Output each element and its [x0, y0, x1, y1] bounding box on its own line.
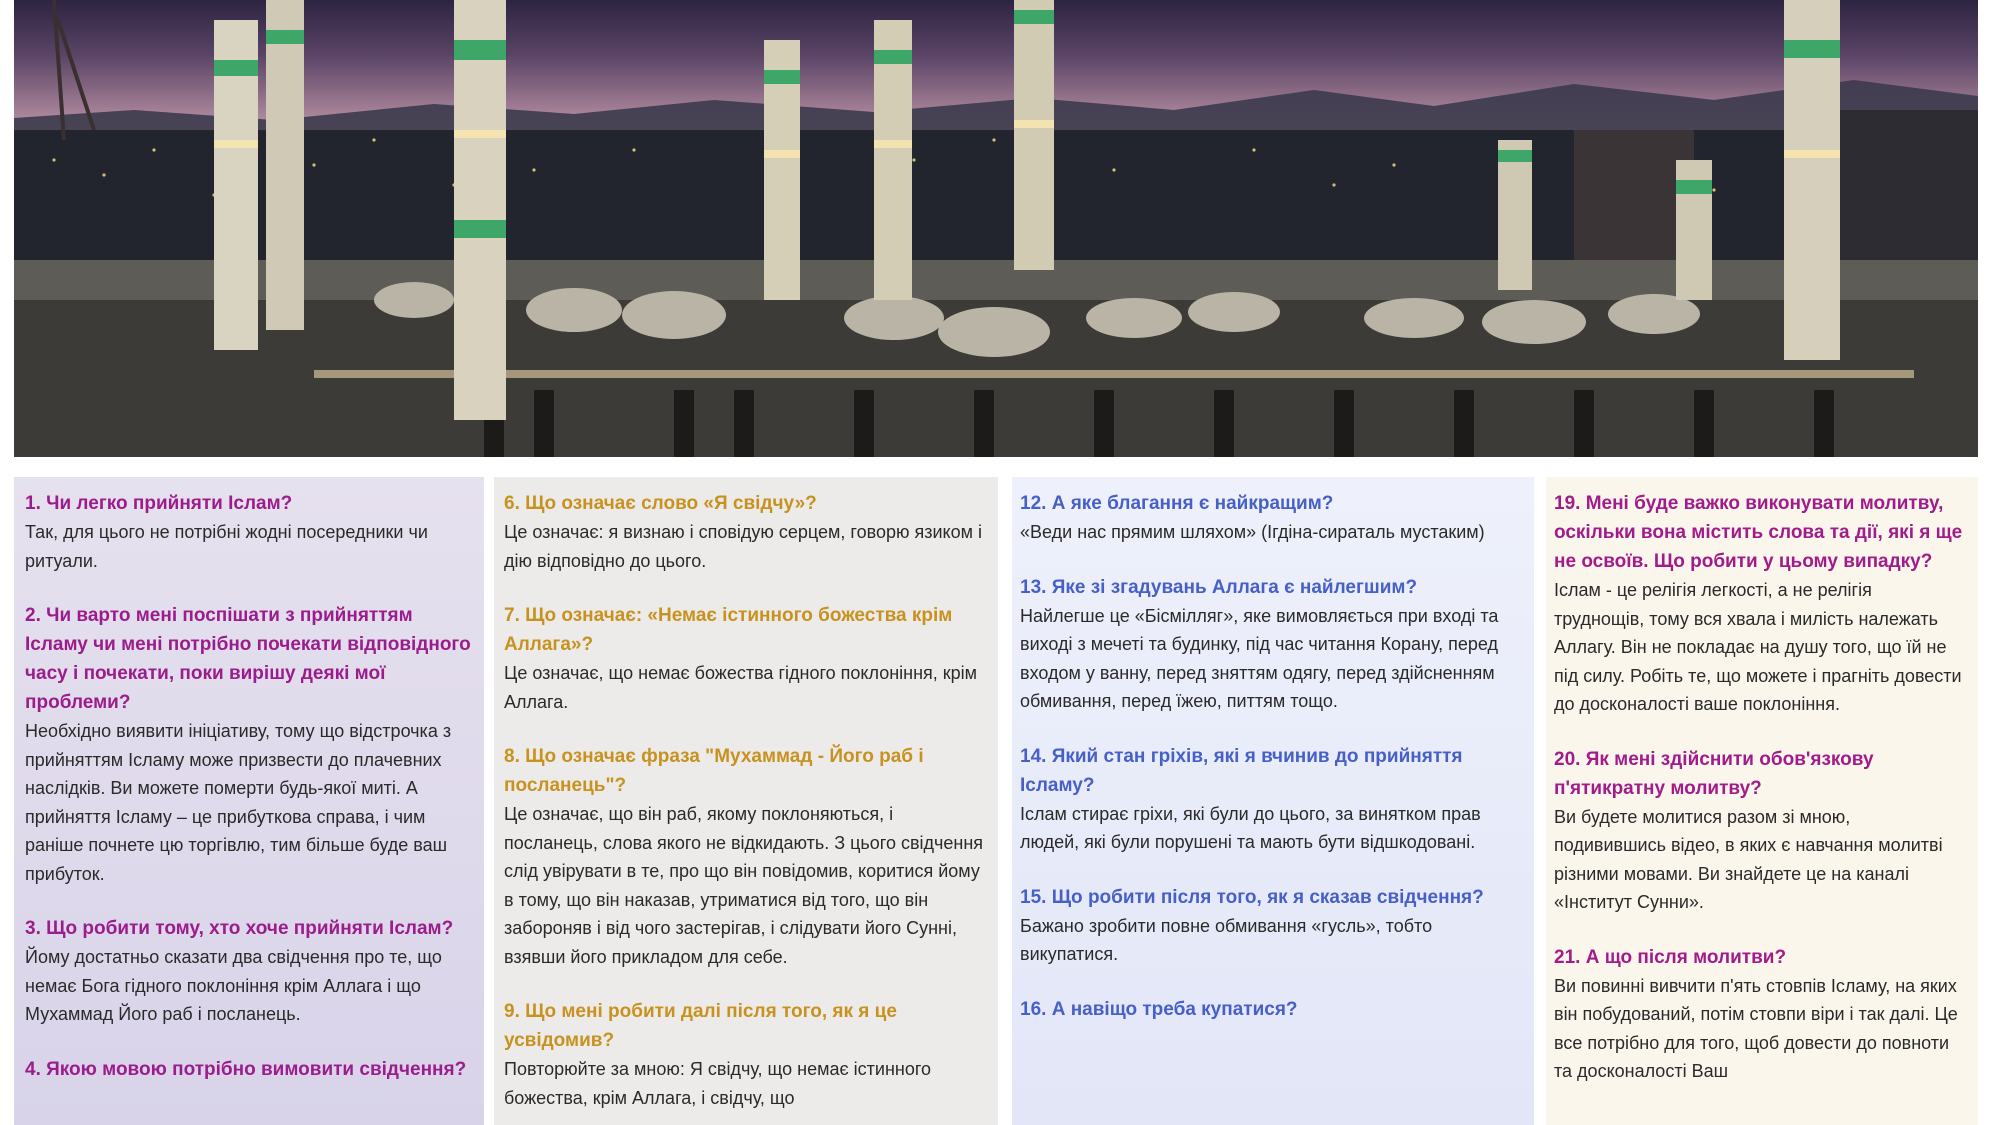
faq-answer: «Веди нас прямим шляхом» (Ігдіна-сираталь мустаким) [1020, 522, 1485, 542]
faq-question: 6. Що означає слово «Я свідчу»? [504, 493, 817, 514]
faq-question: 16. А навіщо треба купатися? [1020, 998, 1298, 1020]
faq-item [25, 489, 472, 575]
faq-item [25, 1055, 472, 1084]
faq-answer: Повторюйте за мною: Я свідчу, що немає істинного божества, крім Аллага, і свідчу, що [504, 1059, 932, 1108]
faq-item [1020, 883, 1522, 969]
faq-question: 1. Чи легко прийняти Іслам? [25, 493, 293, 514]
faq-question: 21. А що після молитви? [1554, 946, 1787, 968]
faq-answer: Так, для цього не потрібні жодні посередники чи ритуали. [25, 522, 428, 571]
faq-item [1020, 742, 1522, 857]
faq-question: 4. Якою мовою потрібно вимовити свідчення? [25, 1058, 467, 1080]
faq-item [25, 914, 472, 1029]
faq-answer: Ви будете молитися разом зі мною, подивившись відео, в яких є навчання молитві різними мовами. Ви знайдете це на каналі «Інститут Сунни». [1554, 806, 1943, 912]
faq-answer: Це означає: я визнаю і сповідую серцем, говорю язиком і дію відповідно до цього. [504, 522, 983, 571]
faq-item [1554, 745, 1966, 917]
faq-item [1020, 489, 1522, 547]
faq-question: 7. Що означає: «Немає істинного божества крім Аллага»? [504, 605, 953, 655]
faq-column-3 [1012, 477, 1534, 1125]
faq-question: 9. Що мені робити далі після того, як я це усвідомив? [504, 1001, 897, 1051]
faq-answer: Ви повинні вивчити п'ять стовпів Ісламу, на яких він побудований, потім стовпи віри і так далі. Це все потрібно для того, щоб довести до повноти та досконалості Ваш [1554, 975, 1958, 1081]
faq-answer: Іслам - це релігія легкості, а не релігія труднощів, тому вся хвала і милість належать Аллагу. Він не покладає на душу того, що їй не під силу. Робіть те, що можете і прагніть довести до досконалості ваше поклоніння. [1554, 580, 1962, 714]
faq-answer: Це означає, що він раб, якому поклоняються, і посланець, слова якого не відкидають. З цього свідчення слід увірувати в те, про що він повідомив, коритися йому в тому, що він наказав, утриматися від того, що він забороняв і від чого застерігав, і слідувати його Сунні, взявши його прикладом для себе. [504, 804, 984, 967]
faq-question: 15. Що робити після того, як я сказав свідчення? [1020, 886, 1484, 908]
faq-item [504, 742, 986, 971]
faq-answer: Іслам стирає гріхи, які були до цього, за винятком прав людей, які були порушені та мають бути відшкодовані. [1020, 803, 1481, 852]
faq-question: 20. Як мені здійснити обов'язкову п'ятикратну молитву? [1554, 748, 1874, 799]
faq-question: 14. Який стан гріхів, які я вчинив до прийняття Ісламу? [1020, 745, 1463, 796]
faq-column-4 [1546, 477, 1978, 1125]
faq-question: 19. Мені буде важко виконувати молитву, оскільки вона містить слова та дії, які я ще не освоїв. Що робити у цьому випадку? [1554, 493, 1963, 572]
faq-answer: Необхідно виявити ініціативу, тому що відстрочка з прийняттям Ісламу може призвести до плачевних наслідків. Ви можете померти будь-якої миті. А прийняття Ісламу – це прибуткова справа, і чим раніше почнете цю торгівлю, тим більше буде ваш прибуток. [25, 721, 452, 884]
faq-item [1020, 995, 1522, 1024]
faq-answer: Йому достатньо сказати два свідчення про те, що немає Бога гідного поклоніння крім Аллага і що Мухаммад Його раб і посланець. [25, 947, 442, 1024]
faq-item [1554, 943, 1966, 1086]
faq-item [1020, 573, 1522, 716]
faq-question: 3. Що робити тому, хто хоче прийняти Іслам? [25, 918, 454, 939]
faq-item [504, 489, 986, 575]
faq-question: 12. А яке благання є найкращим? [1020, 493, 1334, 514]
mosque-illustration [14, 0, 1978, 457]
faq-column-1 [14, 477, 484, 1125]
faq-item [504, 601, 986, 716]
faq-question: 8. Що означає фраза "Мухаммад - Його раб і посланець"? [504, 746, 924, 796]
faq-answer: Найлегше це «Бісмілляг», яке вимовляється при вході та виході з мечеті та будинку, під час читання Корану, перед входом у ванну, перед зняттям одягу, перед здійсненням обмивання, перед їжею, питтям тощо. [1020, 605, 1499, 711]
faq-answer: Бажано зробити повне обмивання «гусль», тобто викупатися. [1020, 915, 1433, 964]
faq-item [1554, 489, 1966, 719]
faq-item [504, 997, 986, 1112]
banner-photo [14, 0, 1978, 457]
faq-question: 13. Яке зі згадувань Аллага є найлегшим? [1020, 576, 1418, 598]
faq-column-2 [494, 477, 998, 1125]
faq-answer: Це означає, що немає божества гідного поклоніння, крім Аллага. [504, 663, 978, 712]
faq-question: 2. Чи варто мені поспішати з прийняттям Ісламу чи мені потрібно почекати відповідного часу і почекати, поки вирішу деякі мої проблеми? [25, 605, 471, 713]
faq-item [25, 601, 472, 888]
